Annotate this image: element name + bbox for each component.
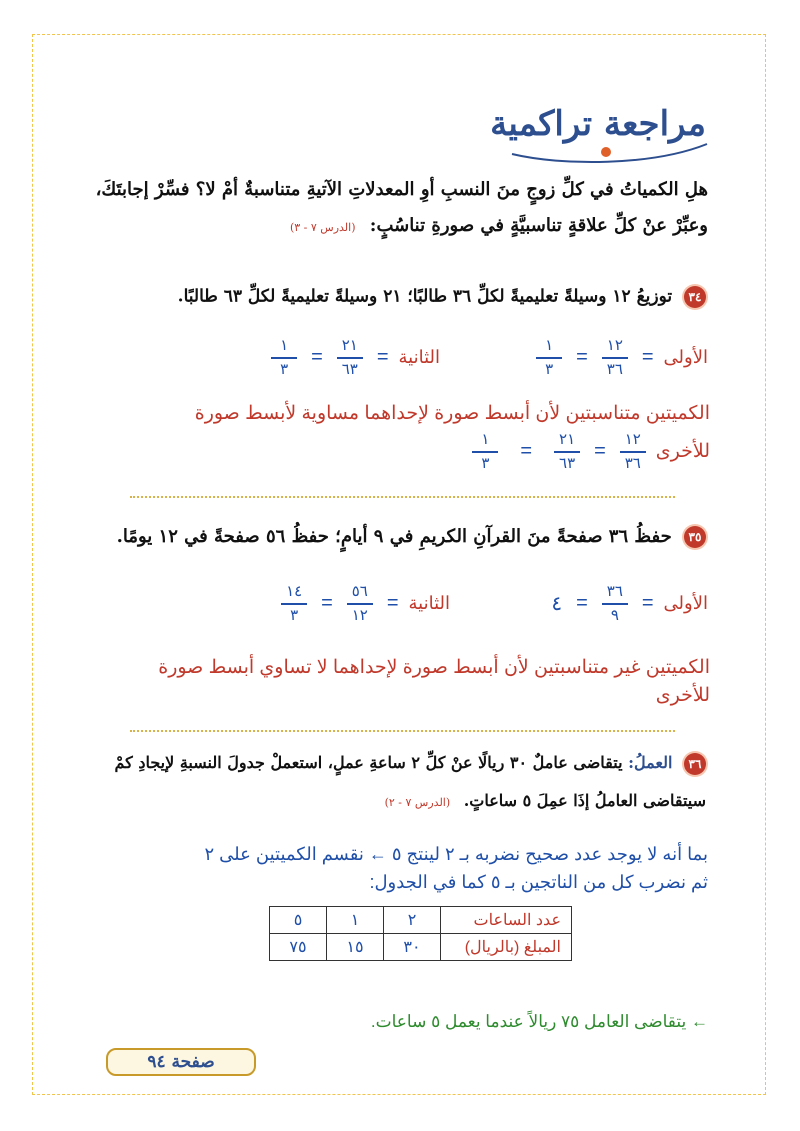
q36-conclusion: ← يتقاضى العامل ٧٥ ريالاً عندما يعمل ٥ ساعات. [370, 1012, 708, 1031]
table-cell: ٣٠ [384, 934, 441, 961]
q35-first-fraction: $\frac{٣٦}{٩}$ [602, 584, 628, 624]
table-cell: ٥ [270, 907, 327, 934]
intro-paragraph [78, 172, 708, 246]
divider [130, 730, 675, 732]
q36-solution-line2: ثم نضرب كل من الناتجين بـ ٥ كما في الجدول: [369, 872, 708, 892]
q34-second-label: الثانية [398, 347, 440, 368]
question-34-text: توزيعُ ١٢ وسيلةً تعليميةً لكلِّ ٣٦ طالبًا؛ ٢١ وسيلةً تعليميةً لكلِّ ٦٣ طالبًا. [177, 286, 673, 307]
q35-answer-line1: الكميتين غير متناسبتين لأن أبسط صورة لإحداهما لا تساوي أبسط صورة [158, 657, 710, 678]
q35-first-label: الأولى [663, 593, 708, 614]
q34-answer-fraction-3: $\frac{١}{٣}$ [472, 432, 498, 472]
q34-second-fraction: $\frac{٢١}{٦٣}$ [337, 338, 363, 378]
q35-answer-line2: للأخرى [655, 685, 710, 706]
question-35-text: حفظُ ٣٦ صفحةً منَ القرآنِ الكريمِ في ٩ أيامٍ؛ حفظُ ٥٦ صفحةً في ١٢ يومًا. [116, 526, 672, 547]
question-35 [86, 526, 706, 548]
intro-text: هلِ الكمياتُ في كلِّ زوجٍ منَ النسبِ أوِ المعدلاتِ الآتيةِ متناسبةٌ أمْ لا؟ فسِّرْ إجابتَكَ، وعبِّرْ عنْ كلِّ علاقةٍ تناسبيَّةٍ في صورةِ تناسُبٍ: [95, 179, 708, 236]
divider [130, 496, 675, 498]
table-row [270, 907, 572, 934]
lesson-reference: (الدرس ٧ - ٣) [289, 221, 356, 234]
question-number-35: ٣٥ [684, 526, 706, 548]
q35-answer [70, 654, 710, 710]
q34-first-fraction: $\frac{١٢}{٣٦}$ [602, 338, 628, 378]
q36-solution [88, 840, 708, 896]
lesson-reference: (الدرس ٧ - ٢) [384, 796, 451, 809]
question-34 [86, 286, 706, 308]
table-cell: ١٥ [327, 934, 384, 961]
table-cell: ٢ [384, 907, 441, 934]
q35-second-label: الثانية [408, 593, 450, 614]
q34-second-equation: الثانية = $\frac{٢١}{٦٣}$ = $\frac{١}{٣}$ [267, 338, 440, 378]
q35-second-fraction: $\frac{٥٦}{١٢}$ [347, 584, 373, 624]
q34-answer-line1: الكميتين متناسبتين لأن أبسط صورة لإحداهما مساوية لأبسط صورة [194, 403, 710, 424]
q35-second-equation: الثانية = $\frac{٥٦}{١٢}$ = $\frac{١٤}{٣}$ [277, 584, 450, 624]
q34-answer-fraction-1: $\frac{١٢}{٣٦}$ [620, 432, 646, 472]
question-36 [86, 744, 706, 822]
page-title: مراجعة تراكمية [490, 104, 706, 144]
ratio-table [269, 906, 572, 961]
q34-answer-fraction-2: $\frac{٢١}{٦٣}$ [554, 432, 580, 472]
q34-first-equation: الأولى = $\frac{١٢}{٣٦}$ = $\frac{١}{٣}$ [532, 338, 708, 378]
question-number-36: ٣٦ [684, 753, 706, 775]
question-36-label: العملُ: [628, 753, 673, 772]
table-cell: ٧٥ [270, 934, 327, 961]
table-cell: ١ [327, 907, 384, 934]
q35-second-simplified: $\frac{١٤}{٣}$ [281, 584, 307, 624]
q34-second-simplified: $\frac{١}{٣}$ [271, 338, 297, 378]
row-header-hours: عدد الساعات [441, 907, 572, 934]
question-number-34: ٣٤ [684, 286, 706, 308]
q34-first-label: الأولى [663, 347, 708, 368]
row-header-amount: المبلغ (بالريال) [441, 934, 572, 961]
q35-first-equation: الأولى = $\frac{٣٦}{٩}$ = ٤ [551, 583, 708, 624]
q34-answer-word: للأخرى [655, 441, 710, 463]
q34-first-simplified: $\frac{١}{٣}$ [536, 338, 562, 378]
question-36-text: يتقاضى عاملٌ ٣٠ ريالًا عنْ كلِّ ٢ ساعةِ عملٍ، استعملْ جدولَ النسبةِ لإيجادِ كمْ سيتقاضى العاملُ إذَا عمِلَ ٥ ساعاتٍ. [114, 753, 706, 810]
table-row [270, 934, 572, 961]
q34-answer-equation: للأخرى $\frac{١٢}{٣٦}$ = $\frac{٢١}{٦٣}$ = $\frac{١}{٣}$ [468, 432, 710, 472]
q35-first-value: ٤ [551, 593, 563, 616]
page-number-badge: صفحة ٩٤ [106, 1048, 256, 1076]
q36-solution-line1: بما أنه لا يوجد عدد صحيح نضربه بـ ٢ لينتج ٥ ← نقسم الكميتين على ٢ [204, 844, 708, 864]
